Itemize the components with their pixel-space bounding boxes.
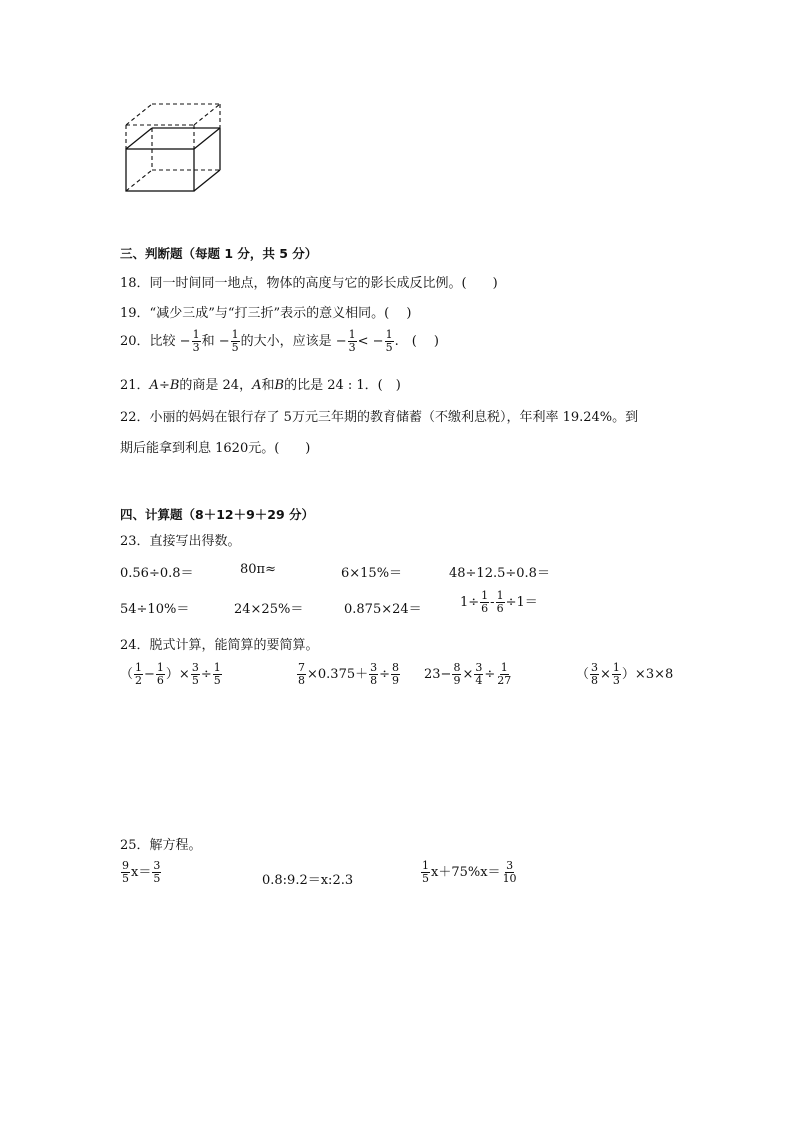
q20-prefix: 20．比较 − — [120, 334, 191, 349]
fraction: $\frac{1}{5}$ — [231, 328, 239, 354]
q25-eq-2: 0.8:9.2＝x:2.3 — [262, 873, 354, 888]
q24-expr-1: （ $\frac{1}{2}$ − $\frac{1}{6}$ ）× $\frac{3}{5}$ ÷ $\frac{1}{5}$ — [120, 661, 221, 687]
fraction: $\frac{3}{10}$ — [502, 859, 517, 885]
question-24: 24．脱式计算，能简算的要简算。 — [120, 638, 319, 653]
q24-expr-4: （ $\frac{3}{8}$ × $\frac{1}{3}$ ）×3×8 — [576, 661, 674, 687]
q23-item-h: 1÷ $\frac{1}{6}$ - $\frac{1}{6}$ ÷1＝ — [460, 589, 538, 615]
question-18: 18．同一时间同一地点，物体的高度与它的影长成反比例。( ) — [120, 276, 498, 291]
question-19: 19．“减少三成”与“打三折”表示的意义相同。( ) — [120, 306, 412, 321]
q25-eq-3: $\frac{1}{5}$ x＋75%x＝ $\frac{3}{10}$ — [422, 859, 517, 885]
fraction: $\frac{1}{6}$ — [481, 589, 489, 615]
q23-item-d: 48÷12.5÷0.8＝ — [449, 566, 550, 581]
fraction: $\frac{1}{3}$ — [612, 661, 620, 687]
fraction: $\frac{1}{6}$ — [496, 589, 504, 615]
question-21: 21．A÷B的商是 24，A和B的比是 24 : 1．( ) — [120, 378, 401, 393]
fraction: $\frac{1}{3}$ — [192, 328, 200, 354]
fraction: $\frac{1}{3}$ — [348, 328, 356, 354]
fraction: $\frac{3}{5}$ — [191, 661, 199, 687]
fraction: $\frac{3}{4}$ — [475, 661, 483, 687]
fraction: $\frac{3}{8}$ — [370, 661, 378, 687]
fraction: $\frac{1}{5}$ — [385, 328, 393, 354]
fraction: $\frac{8}{9}$ — [392, 661, 400, 687]
fraction: $\frac{7}{8}$ — [298, 661, 305, 687]
fraction: $\frac{1}{5}$ — [422, 859, 429, 885]
fraction: $\frac{9}{5}$ — [122, 859, 129, 885]
q23-item-b: 80π≈ — [240, 562, 276, 577]
section4-heading: 四、计算题（8＋12＋9＋29 分） — [120, 507, 315, 522]
section3-heading: 三、判断题（每题 1 分，共 5 分） — [120, 246, 318, 261]
question-22-line1: 22．小丽的妈妈在银行存了 5万元三年期的教育储蓄（不缴利息税），年利率 19.24%。到 — [120, 410, 639, 425]
cuboid-figure — [118, 96, 230, 196]
fraction: $\frac{8}{9}$ — [453, 661, 461, 687]
fraction: $\frac{1}{2}$ — [135, 661, 143, 687]
fraction: $\frac{1}{5}$ — [213, 661, 221, 687]
fraction: $\frac{3}{5}$ — [153, 859, 161, 885]
q25-eq-1: $\frac{9}{5}$ x＝ $\frac{3}{5}$ — [122, 859, 161, 885]
fraction: $\frac{3}{8}$ — [591, 661, 599, 687]
question-20: 20．比较 − $\frac{1}{3}$ 和 − $\frac{1}{5}$ 的大小，应该是 − $\frac{1}{3}$ < − $\frac{1}{5}$ . ( ) — [120, 328, 439, 354]
q23-item-e: 54÷10%＝ — [120, 602, 190, 617]
q24-expr-2: $\frac{7}{8}$ ×0.375＋ $\frac{3}{8}$ ÷ $\frac{8}{9}$ — [298, 661, 400, 687]
q23-item-c: 6×15%＝ — [341, 566, 403, 581]
fraction: $\frac{1}{6}$ — [156, 661, 164, 687]
q24-expr-3: 23− $\frac{8}{9}$ × $\frac{3}{4}$ ÷ $\frac{1}{27}$ — [424, 661, 512, 687]
q23-item-a: 0.56÷0.8＝ — [120, 566, 194, 581]
q23-item-f: 24×25%＝ — [234, 602, 304, 617]
question-25: 25．解方程。 — [120, 838, 202, 853]
question-22-line2: 期后能拿到利息 1620元。( ) — [120, 441, 311, 456]
question-23: 23．直接写出得数。 — [120, 534, 241, 549]
fraction: $\frac{1}{27}$ — [497, 661, 512, 687]
q23-item-g: 0.875×24＝ — [344, 602, 422, 617]
